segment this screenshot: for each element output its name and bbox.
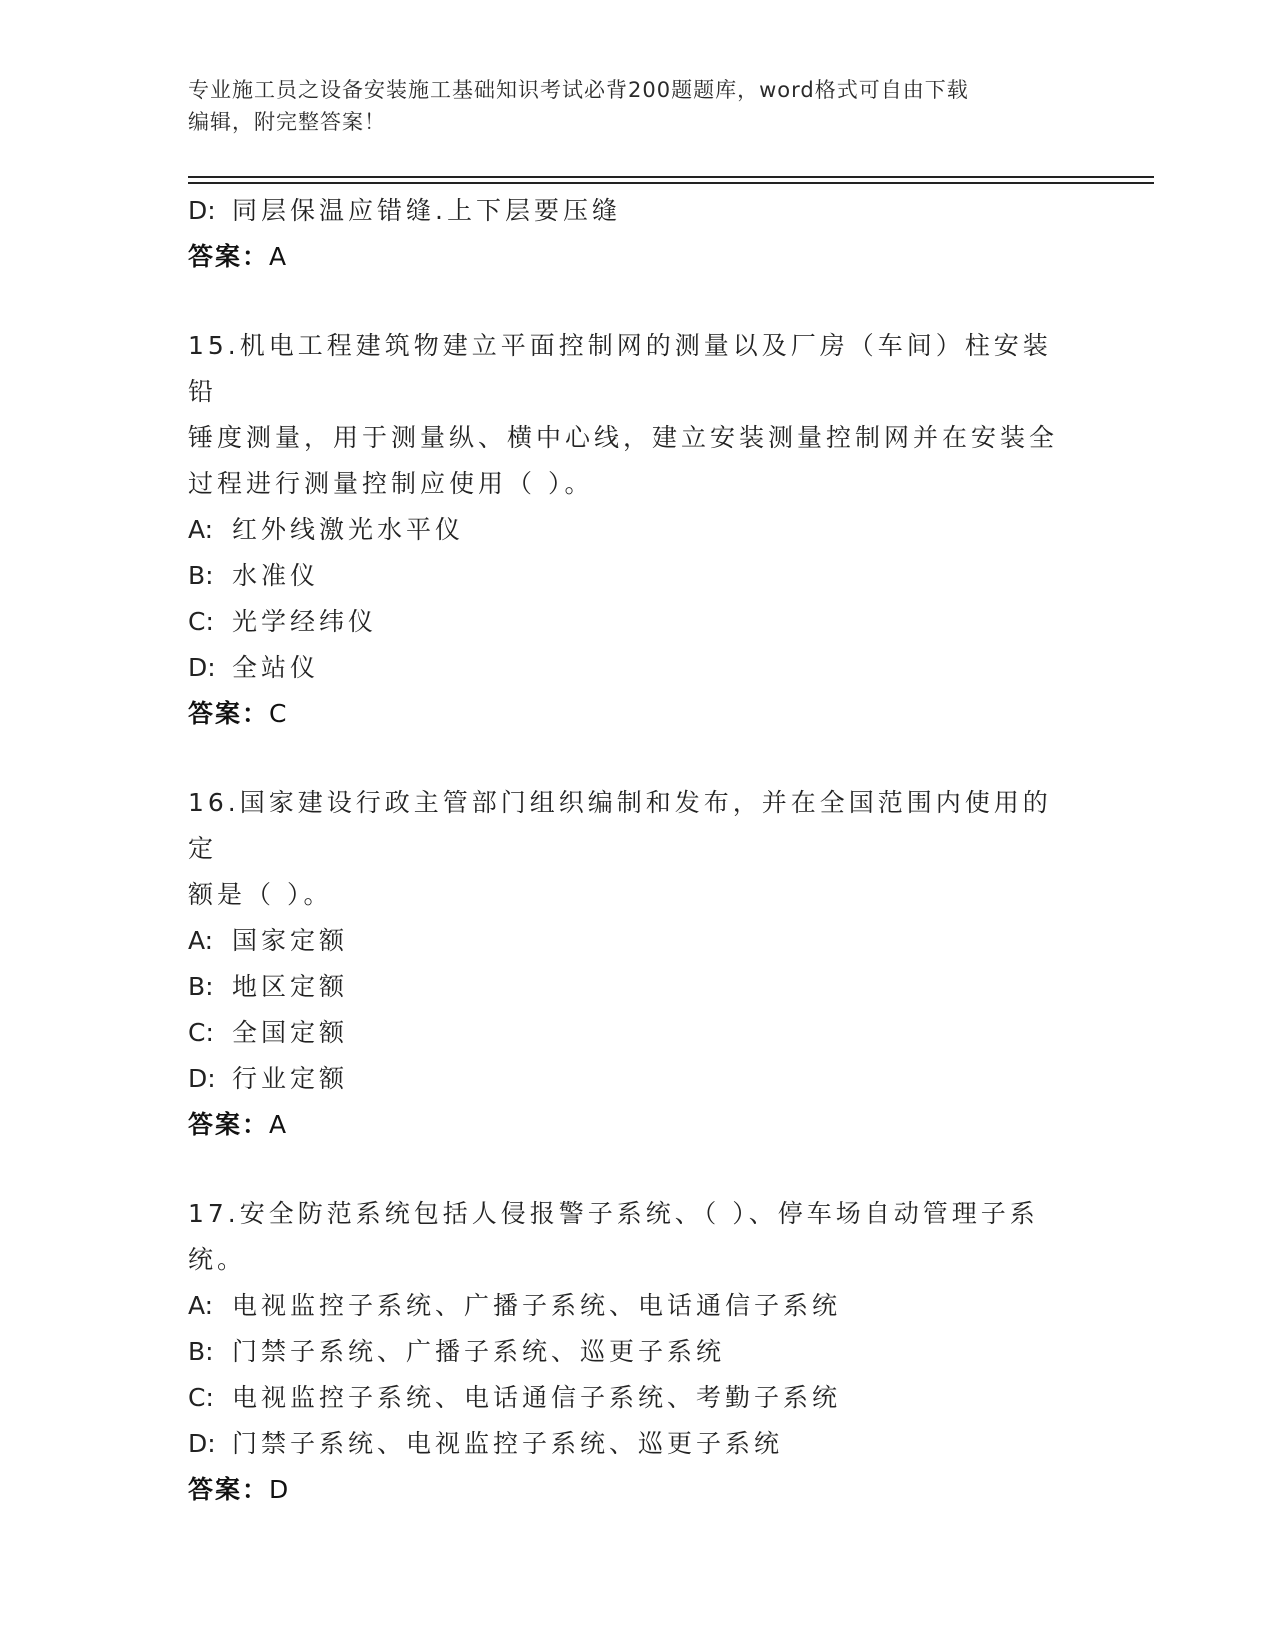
option-letter: B: [188, 972, 214, 1001]
option-letter: B: [188, 1337, 214, 1366]
option-text: 光学经纬仪 [232, 607, 378, 636]
option-line [188, 1056, 1088, 1102]
answer-label: 答案： [188, 242, 270, 271]
option-line [188, 507, 1088, 553]
question-stem-line: 过程进行测量控制应使用（ ）。 [188, 469, 594, 498]
option-text: 门禁子系统、电视监控子系统、巡更子系统 [232, 1429, 784, 1458]
answer-line [188, 1467, 1088, 1513]
answer-value: C [269, 699, 289, 728]
question-stem-line: 额是（ ）。 [188, 880, 333, 909]
option-line [188, 1375, 1088, 1421]
question-block [188, 1191, 1088, 1513]
option-text: 地区定额 [232, 972, 349, 1001]
option-letter: A: [188, 1291, 214, 1320]
option-letter: C: [188, 1018, 214, 1047]
option-text: 门禁子系统、广播子系统、巡更子系统 [232, 1337, 726, 1366]
document-body [188, 188, 1088, 1513]
header-divider-top [188, 176, 1154, 178]
option-text: 电视监控子系统、广播子系统、电话通信子系统 [232, 1291, 842, 1320]
option-letter: B: [188, 561, 214, 590]
question-stem-line: 17.安全防范系统包括人侵报警子系统、（ ）、停车场自动管理子系 [188, 1199, 1039, 1228]
question-stem-line: 统。 [188, 1245, 247, 1274]
option-letter: D: [188, 196, 216, 225]
answer-value: D [269, 1475, 291, 1504]
answer-line [188, 1102, 1088, 1148]
option-letter: A: [188, 926, 214, 955]
option-letter: A: [188, 515, 214, 544]
option-line [188, 1010, 1088, 1056]
option-letter: C: [188, 1383, 214, 1412]
option-line [188, 645, 1088, 691]
question-stem-line: 15.机电工程建筑物建立平面控制网的测量以及厂房（车间）柱安装铅 [188, 331, 1052, 406]
option-text: 电视监控子系统、电话通信子系统、考勤子系统 [232, 1383, 842, 1412]
answer-value: A [269, 1110, 289, 1139]
header-title-line-2: 编辑，附完整答案！ [188, 110, 386, 134]
option-line [188, 188, 1088, 234]
answer-line [188, 234, 1088, 280]
option-line [188, 1329, 1088, 1375]
option-text: 行业定额 [232, 1064, 349, 1093]
option-line [188, 553, 1088, 599]
option-letter: D: [188, 1429, 216, 1458]
answer-value: A [269, 242, 289, 271]
option-text: 红外线激光水平仪 [232, 515, 465, 544]
answer-label: 答案： [188, 1110, 270, 1139]
option-line [188, 964, 1088, 1010]
option-text: 同层保温应错缝.上下层要压缝 [232, 196, 621, 225]
option-text: 水准仪 [232, 561, 320, 590]
option-text: 国家定额 [232, 926, 349, 955]
header-title-line-1: 专业施工员之设备安装施工基础知识考试必背200题题库，word格式可自由下载 [188, 78, 969, 102]
option-line [188, 1283, 1088, 1329]
option-line [188, 599, 1088, 645]
option-letter: C: [188, 607, 214, 636]
question-block [188, 780, 1088, 1148]
answer-line [188, 691, 1088, 737]
option-text: 全站仪 [232, 653, 320, 682]
option-letter: D: [188, 1064, 216, 1093]
header-divider-bottom [188, 182, 1154, 184]
option-letter: D: [188, 653, 216, 682]
question-block [188, 323, 1088, 737]
option-line [188, 1421, 1088, 1467]
answer-label: 答案： [188, 699, 270, 728]
question-stem-line: 16.国家建设行政主管部门组织编制和发布，并在全国范围内使用的定 [188, 788, 1052, 863]
question-stem-line: 锤度测量，用于测量纵、横中心线，建立安装测量控制网并在安装全 [188, 423, 1059, 452]
option-line [188, 918, 1088, 964]
page-header [188, 74, 1088, 138]
option-text: 全国定额 [232, 1018, 349, 1047]
answer-label: 答案： [188, 1475, 270, 1504]
